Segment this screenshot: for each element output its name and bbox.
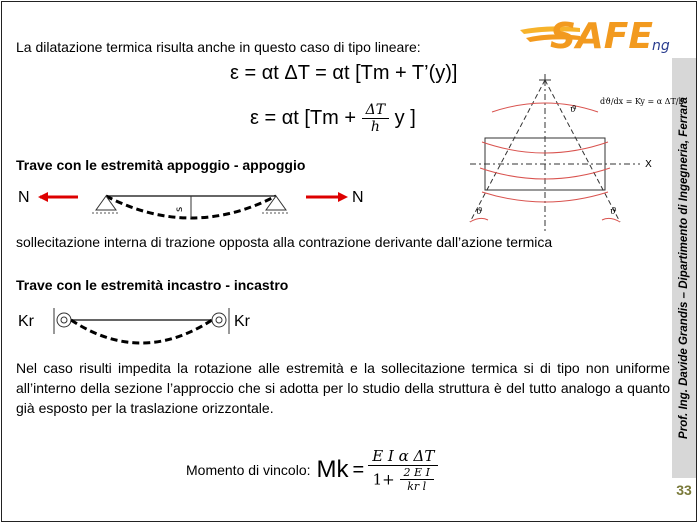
diagram-formula: dϑ/dx = Ky = α ΔT/h [600, 97, 684, 106]
moment-den-prefix: 1+ [372, 470, 395, 489]
support-left [96, 196, 116, 210]
diagram-theta-left: ϑ [476, 207, 483, 217]
force-left-label: N [18, 189, 30, 206]
moment-inner-den: kr l [407, 480, 427, 493]
formula-2-den: h [370, 119, 380, 135]
section-1-note: sollecitazione interna di trazione opposta alla contrazione derivante dall’azione termica [16, 234, 553, 250]
diagram-theta-top: ϑ [570, 105, 577, 115]
moment-symbol: Mk [316, 456, 349, 483]
svg-text:SAFE: SAFE [550, 16, 653, 57]
section-1-title: Trave con le estremità appoggio - appoggio [16, 157, 306, 173]
formula-2 [250, 102, 416, 135]
simply-supported-beam-diagram [16, 178, 366, 228]
rotational-spring-right [212, 313, 226, 327]
formula-2-rhs: y ] [389, 106, 416, 129]
section-2-title: Trave con le estremità incastro - incastro [16, 277, 289, 293]
intro-text: La dilatazione termica risulta anche in questo caso di tipo lineare: [16, 39, 421, 55]
spring-right-label: Kr [234, 313, 250, 330]
moment-numerator: E I α ΔT [368, 447, 438, 466]
deflection-label: s [174, 206, 185, 212]
moment-denominator [368, 466, 438, 493]
formula-2-fraction [362, 102, 389, 135]
diagram-theta-right: ϑ [610, 207, 617, 217]
formula-2-lhs: ε = αt [Tm + [250, 106, 362, 129]
spring-left-label: Kr [18, 313, 34, 330]
force-right-label: N [352, 189, 364, 206]
rotational-spring-left [57, 313, 71, 327]
deflected-shape-2 [71, 320, 212, 343]
safe-logo [520, 10, 680, 56]
moment-formula: Momento di vincolo: Mk = E I α ΔT 1+ $\frac{\text{2 E I}}{\text{kr l}}$ [186, 440, 438, 500]
fixed-fixed-beam-diagram [16, 300, 276, 352]
thermal-deformation-diagram [440, 72, 684, 242]
author-credit: Prof. Ing. Davide Grandis – Dipartimento di Ingegneria, Ferrara [678, 97, 690, 439]
page-number: 33 [676, 482, 692, 498]
formula-1: ε = αt ΔT = αt [Tm + T’(y)] [230, 62, 458, 84]
svg-text:ng: ng [652, 38, 670, 54]
moment-inner-num: 2 E I [400, 466, 434, 480]
formula-2-num: ΔT [362, 102, 389, 119]
moment-fraction [368, 447, 438, 493]
diagram-axis-label: X [645, 159, 652, 170]
moment-label: Momento di vincolo: [186, 462, 311, 478]
body-paragraph: Nel caso risulti impedita la rotazione alle estremità e la sollecitazione termica si di tipo non uniforme all’interno della sezione l’approccio che si adotta per lo studio della struttura è del tutto analogo a quanto già esposto per la traslazione orizzontale. [16, 360, 670, 416]
moment-inner-fraction [400, 466, 434, 493]
